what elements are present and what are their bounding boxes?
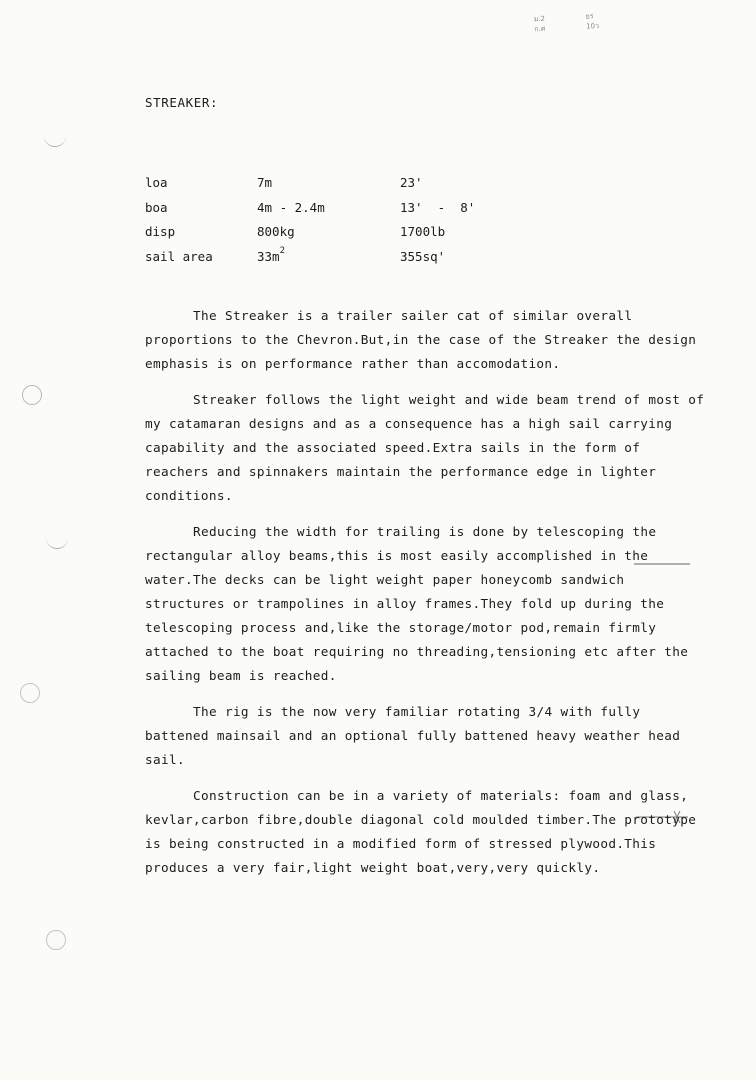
spec-row-boa: [145, 200, 565, 225]
binder-hole-mark: [22, 385, 42, 405]
spec-row-sail-area: [145, 245, 565, 274]
spec-imperial: 23': [400, 175, 423, 190]
binder-hole-mark: [44, 132, 66, 147]
spec-row-loa: [145, 175, 565, 200]
spec-metric: [257, 245, 285, 264]
spec-metric-value: 33m: [257, 248, 280, 264]
paragraph: Streaker follows the light weight and wide beam trend of most of my catamaran designs and as a consequence has a high sail carrying capability and the associated speed.Extra sails in the form of reachers and spinnakers maintain the performance edge in lighter conditions.: [145, 392, 705, 503]
spec-imperial: 13' - 8': [400, 199, 476, 215]
paragraph: The rig is the now very familiar rotating 3/4 with fully battened mainsail and an optional fully battened heavy weather head sail.: [145, 704, 681, 767]
corner-note-line4: 10ว: [585, 21, 600, 31]
paragraph: The Streaker is a trailer sailer cat of similar overall proportions to the Chevron.But,in the case of the Streaker the design emphasis is on performance rather than accomodation.: [145, 308, 697, 371]
document-title: STREAKER:: [145, 95, 219, 110]
paragraph: Construction can be in a variety of materials: foam and glass, kevlar,carbon fibre,double diagonal cold moulded timber.The prototype is being constructed in a modified form of stressed plywood.This produces a very fair,light weight boat,very,very quickly.: [145, 788, 697, 875]
spec-imperial: 355sq': [400, 248, 446, 264]
spec-label: sail area: [145, 248, 213, 264]
corner-handwritten-note: [533, 12, 600, 35]
binder-hole-mark: [46, 930, 66, 950]
spec-metric-superscript: 2: [279, 245, 285, 256]
spec-label: loa: [145, 175, 168, 190]
spec-metric: 4m - 2.4m: [257, 199, 325, 215]
spec-label: boa: [145, 199, 168, 215]
corner-note-line1: ม.2: [533, 14, 546, 24]
body-text: [145, 304, 705, 892]
paragraph: Reducing the width for trailing is done by telescoping the rectangular alloy beams,this is most easily accomplished in the water.The decks can be light weight paper honeycomb sandwich structures or trampolines in alloy frames.They fold up during the telescoping process and,like the storage/motor pod,remain firmly attached to the boat requiring no threading,tensioning etc after the sailing beam is reached.: [145, 524, 689, 683]
spec-table: [145, 175, 565, 273]
spec-metric: 800kg: [257, 224, 295, 239]
corner-note-line2: ก.ศ: [534, 24, 546, 34]
spec-metric: 7m: [257, 175, 273, 190]
binder-hole-mark: [46, 534, 68, 549]
spec-label: disp: [145, 224, 176, 239]
spec-imperial: 1700lb: [400, 224, 446, 239]
spec-row-disp: [145, 224, 565, 249]
binder-hole-mark: [20, 683, 40, 703]
corner-note-line3: ยร: [585, 12, 594, 21]
